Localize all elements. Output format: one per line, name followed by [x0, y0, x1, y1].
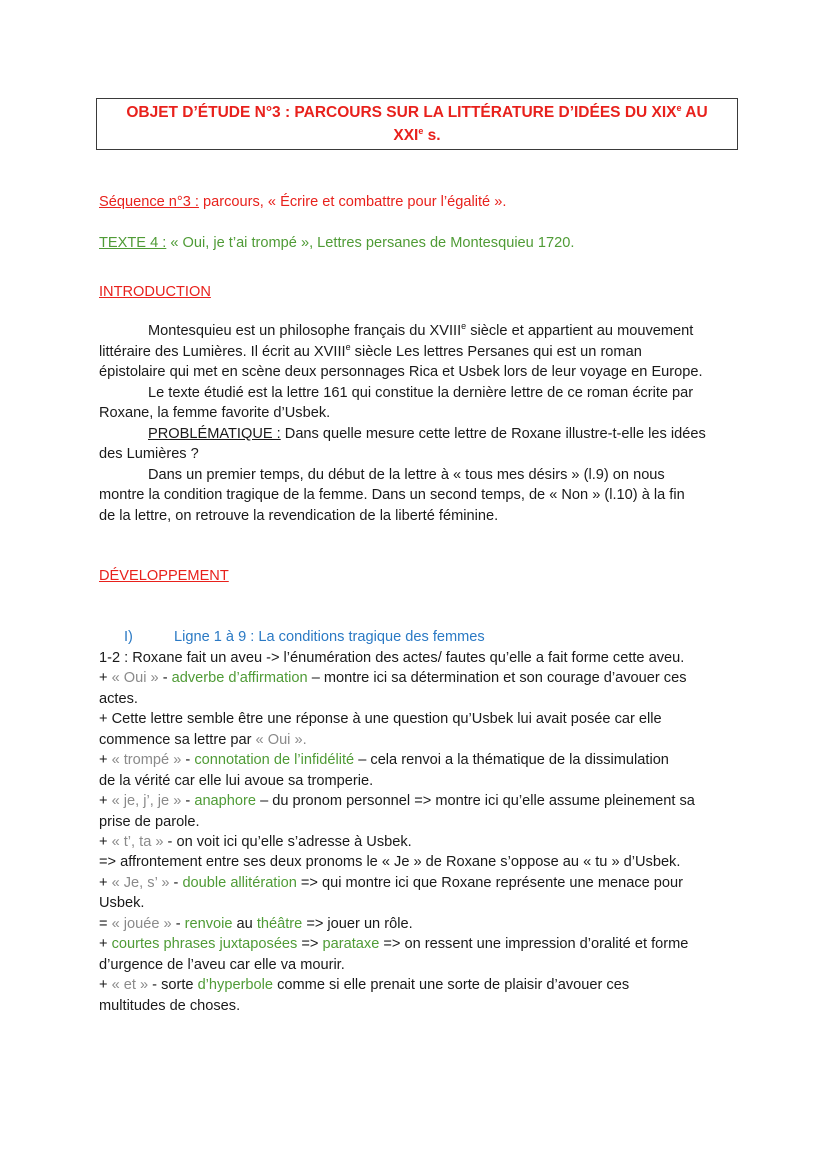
analysis-line-1: 1-2 : Roxane fait un aveu -> l’énumération des actes/ fautes qu’elle a fait forme cette aveu.: [99, 650, 685, 666]
analysis-line-15: + courtes phrases juxtaposées => parataxe => on ressent une impression d’oralité et forme: [99, 936, 689, 952]
introduction-heading: INTRODUCTION: [99, 284, 211, 300]
intro-p1-line1: Montesquieu est un philosophe français du XVIIIe siècle et appartient au mouvement: [148, 321, 694, 339]
sequence-line: Séquence n°3 : parcours, « Écrire et combattre pour l’égalité ».: [99, 194, 507, 210]
analysis-line-4: + Cette lettre semble être une réponse à une question qu’Usbek lui avait posée car elle: [99, 711, 662, 727]
intro-p2-line2: Roxane, la femme favorite d’Usbek.: [99, 405, 331, 421]
analysis-line-7: de la vérité car elle lui avoue sa tromperie.: [99, 773, 374, 789]
intro-p3-line3: de la lettre, on retrouve la revendication de la liberté féminine.: [99, 508, 499, 524]
intro-p1-line3: épistolaire qui met en scène deux personnages Rica et Usbek lors de leur voyage en Europe.: [99, 364, 703, 380]
analysis-line-11: => affrontement entre ses deux pronoms le « Je » de Roxane s’oppose au « tu » d’Usbek.: [99, 854, 681, 870]
intro-p1-line2: littéraire des Lumières. Il écrit au XVIIIe siècle Les lettres Persanes qui est un roman: [99, 342, 642, 360]
analysis-line-14: = « jouée » - renvoie au théâtre => jouer un rôle.: [99, 916, 413, 932]
analysis-line-16: d’urgence de l’aveu car elle va mourir.: [99, 957, 345, 973]
intro-p3-line1: Dans un premier temps, du début de la lettre à « tous mes désirs » (l.9) on nous: [148, 467, 665, 483]
analysis-line-5: commence sa lettre par « Oui ».: [99, 732, 307, 748]
analysis-line-17: + « et » - sorte d’hyperbole comme si elle prenait une sorte de plaisir d’avouer ces: [99, 977, 630, 993]
analysis-line-3: actes.: [99, 691, 138, 707]
analysis-line-13: Usbek.: [99, 895, 145, 911]
section-title: Ligne 1 à 9 : La conditions tragique des femmes: [174, 629, 485, 645]
intro-p3-line2: montre la condition tragique de la femme. Dans un second temps, de « Non » (l.10) à la fin: [99, 487, 685, 503]
analysis-line-6: + « trompé » - connotation de l’infidélité – cela renvoi a la thématique de la dissimulation: [99, 752, 669, 768]
texte-line: TEXTE 4 : « Oui, je t’ai trompé », Lettres persanes de Montesquieu 1720.: [99, 235, 575, 251]
section-number: I): [124, 629, 133, 645]
problematique-line1: PROBLÉMATIQUE : Dans quelle mesure cette lettre de Roxane illustre-t-elle les idées: [148, 426, 706, 442]
developpement-heading: DÉVELOPPEMENT: [99, 568, 229, 584]
analysis-line-10: + « t’, ta » - on voit ici qu’elle s’adresse à Usbek.: [99, 834, 412, 850]
analysis-line-2: + « Oui » - adverbe d’affirmation – montre ici sa détermination et son courage d’avouer ces: [99, 670, 687, 686]
title-line-1: OBJET D’ÉTUDE N°3 : PARCOURS SUR LA LITTÉRATURE D’IDÉES DU XIXe AU: [126, 102, 708, 121]
title-line-2: XXIe s.: [393, 125, 441, 144]
analysis-line-18: multitudes de choses.: [99, 998, 241, 1014]
analysis-line-12: + « Je, s’ » - double allitération => qui montre ici que Roxane représente une menace pour: [99, 875, 684, 891]
intro-p2-line1: Le texte étudié est la lettre 161 qui constitue la dernière lettre de ce roman écrite par: [148, 385, 694, 401]
analysis-line-8: + « je, j’, je » - anaphore – du pronom personnel => montre ici qu’elle assume pleinement sa: [99, 793, 695, 809]
problematique-line2: des Lumières ?: [99, 446, 199, 462]
title-box: [96, 98, 738, 150]
analysis-line-9: prise de parole.: [99, 814, 200, 830]
